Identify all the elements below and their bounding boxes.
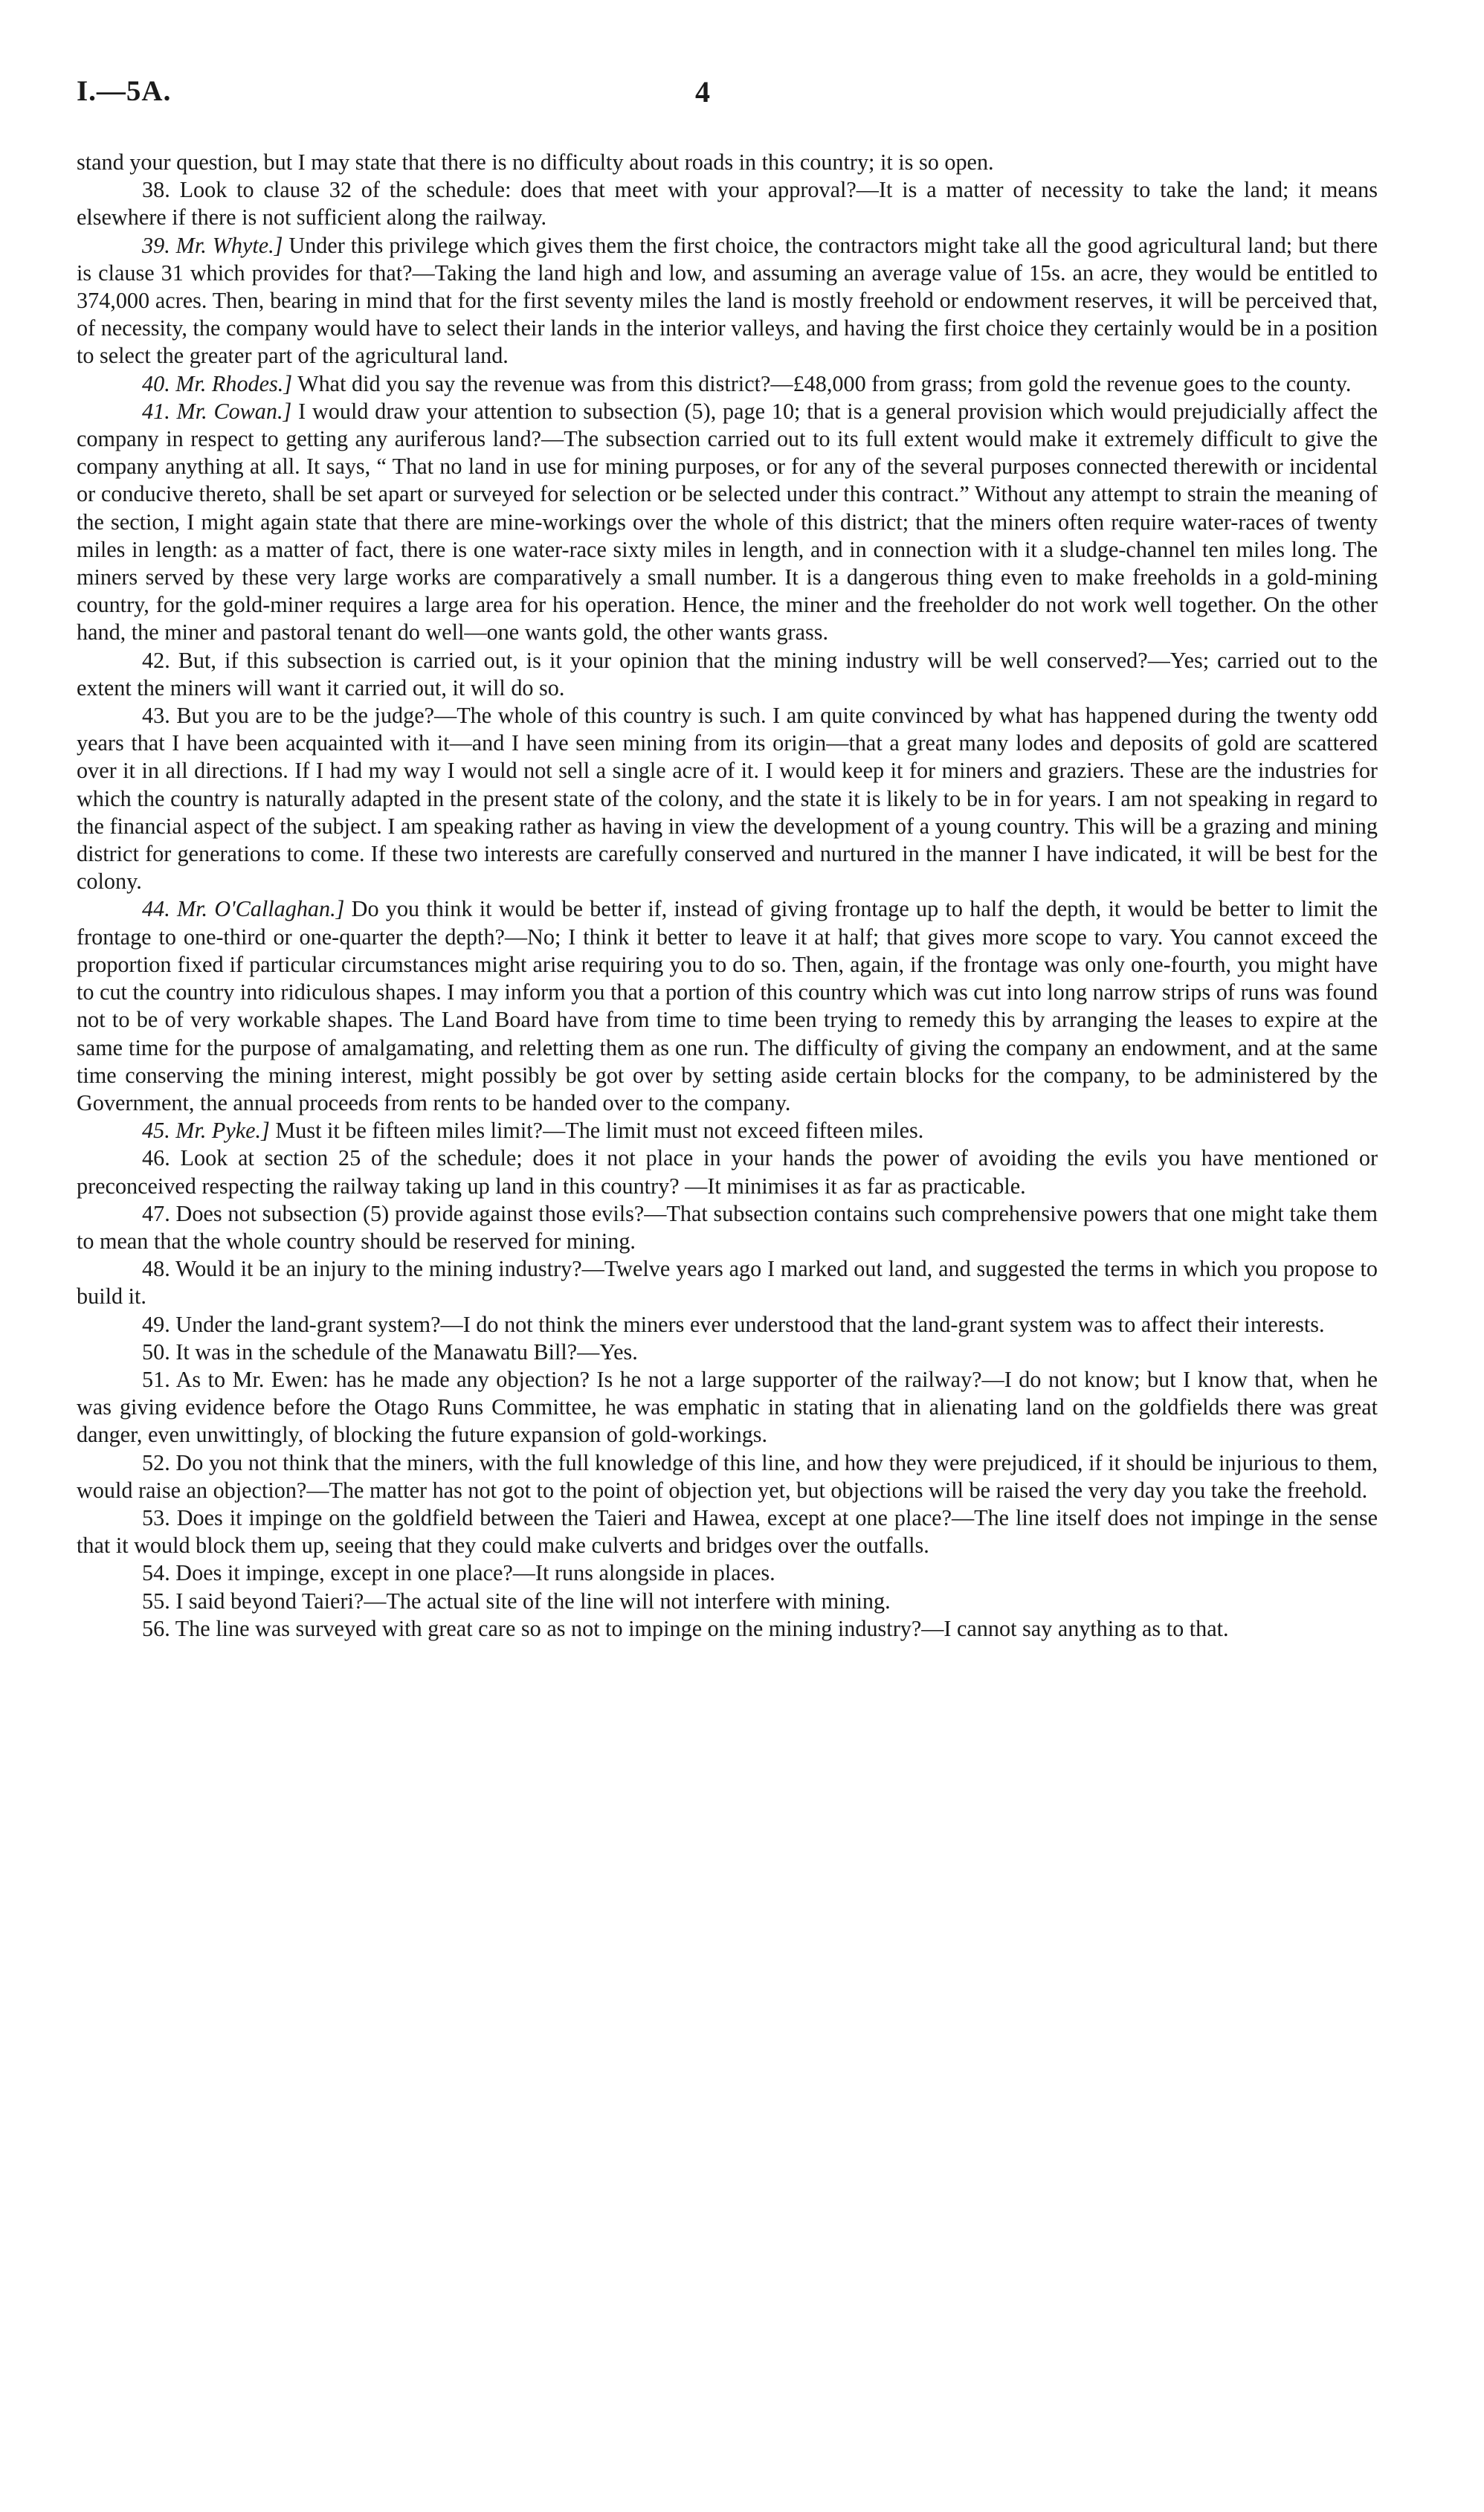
paragraph: 41. Mr. Cowan.] I would draw your attention to subsection (5), page 10; that is a general provision which would prejudicially affect the company in respect to getting any auriferous land?—The subsection carried out to its full extent would make it extremely difficult to give the company anything at all. It says, “ That no land in use for mining purposes, or for any of the several purposes connected therewith or incidental or conducive thereto, shall be set apart or surveyed for selection or be selected under this contract.” Without any attempt to strain the meaning of the section, I might again state that there are mine-workings over the whole of this district; that the miners often require water-races of twenty miles in length: as a matter of fact, there is one water-race sixty miles in length, and in connection with it a sludge-channel ten miles long. The miners served by these very large works are comparatively a small number. It is a dangerous thing even to make freeholds in a gold-mining country, for the gold-miner requires a large area for his operation. Hence, the miner and the freeholder do not work well together. On the other hand, the miner and pastoral tenant do well—one wants gold, the other wants grass.: [77, 398, 1378, 645]
paragraph: 43. But you are to be the judge?—The whole of this country is such. I am quite convinced by what has happened during the twenty odd years that I have been acquainted with it—and I have seen mining from its origin—that a great many lodes and deposits of gold are scattered over it in all directions. If I had my way I would not sell a single acre of it. I would keep it for miners and graziers. These are the industries for which the country is naturally adapted in the present state of the colony, and the state it is likely to be in for years. I am not speaking in regard to the financial aspect of the subject. I am speaking rather as having in view the development of a young country. This will be a grazing and mining district for generations to come. If these two interests are carefully conserved and nurtured in the manner I have indicated, it will be best for the colony.: [77, 703, 1378, 895]
paragraph: 38. Look to clause 32 of the schedule: does that meet with your approval?—It is a matter of necessity to take the land; it means elsewhere if there is not sufficient along the railway.: [77, 177, 1378, 231]
document-page: [77, 74, 1378, 1643]
paragraph: 55. I said beyond Taieri?—The actual site of the line will not interfere with mining.: [142, 1588, 891, 1614]
paragraph: 48. Would it be an injury to the mining industry?—Twelve years ago I marked out land, and suggested the terms in which you propose to build it.: [77, 1256, 1378, 1310]
page-number: 4: [695, 75, 710, 109]
evidence-text: [77, 149, 1378, 1643]
speaker-label: 45. Mr. Pyke.]: [142, 1118, 270, 1144]
page-header: [77, 74, 1378, 119]
paragraph: 56. The line was surveyed with great care so as not to impinge on the mining industry?—I cannot say anything as to that.: [142, 1615, 1229, 1641]
paragraph: 53. Does it impinge on the goldfield between the Taieri and Hawea, except at one place?—The line itself does not impinge in the sense that it would block them up, seeing that they could make culverts and bridges over the outfalls.: [77, 1504, 1378, 1559]
paragraph: 49. Under the land-grant system?—I do not think the miners ever understood that the land-grant system was to affect their interests.: [142, 1311, 1325, 1337]
speaker-label: 44. Mr. O'Callaghan.]: [142, 896, 345, 922]
paragraph: 44. Mr. O'Callaghan.] Do you think it would be better if, instead of giving frontage up to half the depth, it would be better to limit the frontage to one-third or one-quarter the depth?—No; I think it better to leave it at half; that gives more scope to vary. You cannot exceed the proportion fixed if particular circumstances might arise requiring you to do so. Then, again, if the frontage was only one-fourth, you might have to cut the country into ridiculous shapes. I may inform you that a portion of this country which was cut into long narrow strips of runs was found not to be of very workable shapes. The Land Board have from time to time been trying to remedy this by arranging the leases to expire at the same time for the purpose of amalgamating, and reletting them as one run. The difficulty of giving the company an endowment, and at the same time conserving the mining interest, might possibly be got over by setting aside certain blocks for the company, to be administered by the Government, the annual proceeds from rents to be handed over to the company.: [77, 896, 1378, 1115]
paragraph: 39. Mr. Whyte.] Under this privilege which gives them the first choice, the contractors might take all the good agricultural land; but there is clause 31 which provides for that?—Taking the land high and low, and assuming an average value of 15s. an acre, they would be entitled to 374,000 acres. Then, bearing in mind that for the first seventy miles the land is mostly freehold or endowment reserves, it will be perceived that, of necessity, the company would have to select their lands in the interior valleys, and having the first choice they certainly would be in a position to select the greater part of the agricultural land.: [77, 232, 1378, 369]
paragraph: 51. As to Mr. Ewen: has he made any objection? Is he not a large supporter of the railway?—I do not know; but I know that, when he was giving evidence before the Otago Runs Committee, he was emphatic in stating that in alienating land on the goldfields there was great danger, even unwittingly, of blocking the future expansion of gold-workings.: [77, 1366, 1378, 1448]
speaker-label: 41. Mr. Cowan.]: [142, 398, 292, 424]
paragraph: 47. Does not subsection (5) provide against those evils?—That subsection contains such comprehensive powers that one might take them to mean that the whole country should be reserved for mining.: [77, 1200, 1378, 1254]
paragraph: 40. Mr. Rhodes.] What did you say the revenue was from this district?—£48,000 from grass; from gold the revenue goes to the county.: [142, 370, 1352, 396]
paragraph: 52. Do you not think that the miners, with the full knowledge of this line, and how they were prejudiced, if it should be injurious to them, would raise an objection?—The matter has not got to the point of objection yet, but objections will be raised the very day you take the freehold.: [77, 1449, 1378, 1503]
paragraph: 50. It was in the schedule of the Manawatu Bill?—Yes.: [142, 1339, 638, 1365]
speaker-label: 40. Mr. Rhodes.]: [142, 370, 293, 396]
paragraph: 46. Look at section 25 of the schedule; does it not place in your hands the power of avoiding the evils you have mentioned or preconceived respecting the railway taking up land in this country? —It minimises it as far as practicable.: [77, 1145, 1378, 1199]
paragraph: 42. But, if this subsection is carried out, is it your opinion that the mining industry will be well conserved?—Yes; carried out to the extent the miners will want it carried out, it will do so.: [77, 647, 1378, 701]
paragraph: 54. Does it impinge, except in one place?—It runs alongside in places.: [142, 1560, 775, 1586]
document-reference: I.—5A.: [77, 75, 172, 107]
paragraph: 45. Mr. Pyke.] Must it be fifteen miles limit?—The limit must not exceed fifteen miles.: [142, 1118, 924, 1144]
paragraph: stand your question, but I may state that there is no difficulty about roads in this country; it is so open.: [77, 149, 994, 175]
speaker-label: 39. Mr. Whyte.]: [142, 232, 283, 258]
